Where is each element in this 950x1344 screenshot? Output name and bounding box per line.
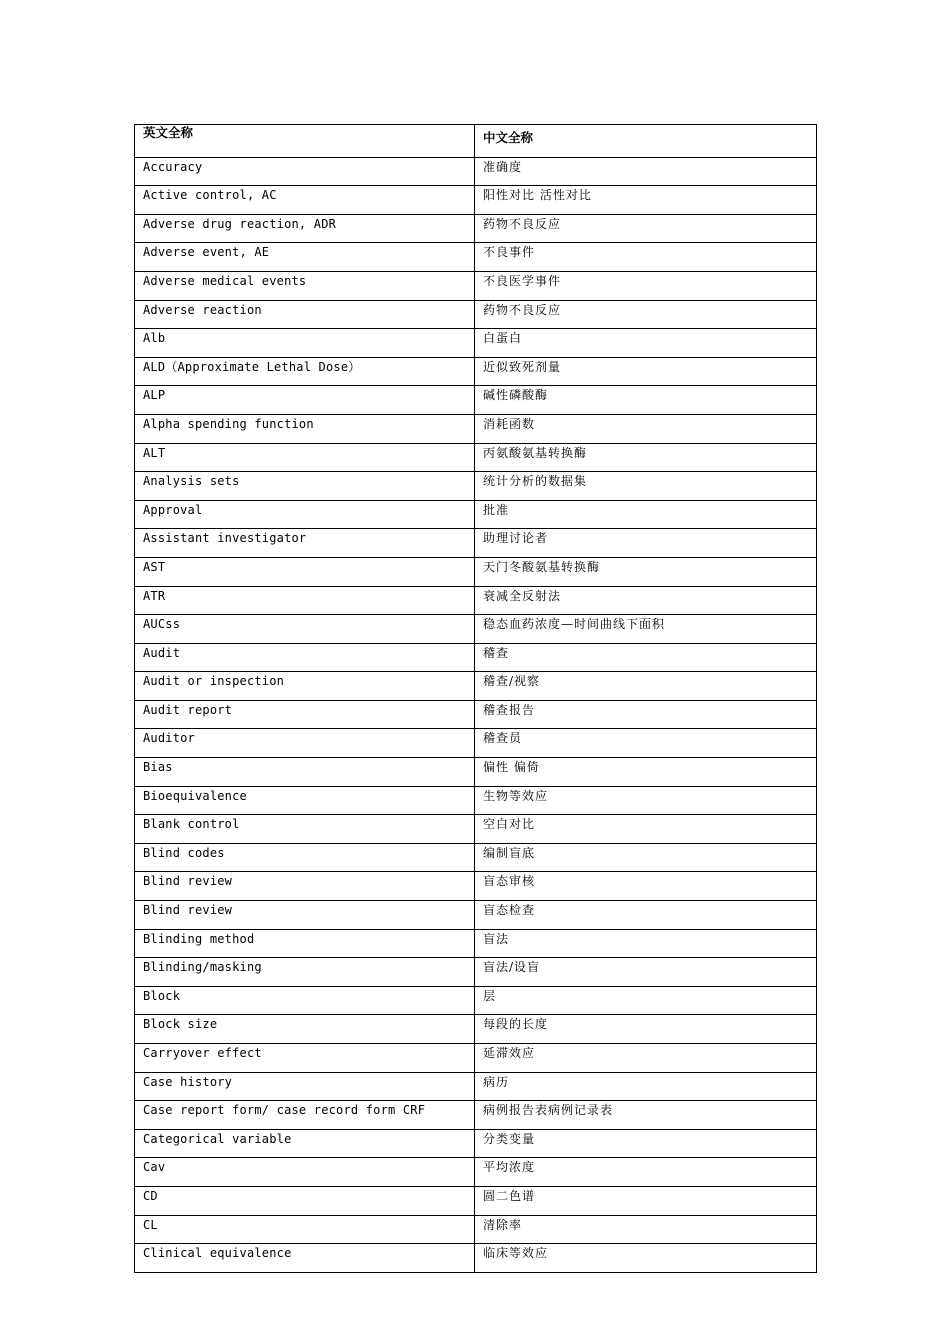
table-row	[135, 500, 817, 529]
table-row	[135, 786, 817, 815]
english-term-cell: Blind review	[135, 901, 475, 930]
chinese-term-cell: 不良医学事件	[475, 271, 817, 300]
english-term-cell: Clinical equivalence	[135, 1244, 475, 1273]
chinese-term-cell: 药物不良反应	[475, 214, 817, 243]
english-term-cell: AUCss	[135, 615, 475, 644]
table-row	[135, 672, 817, 701]
english-term-cell: CD	[135, 1186, 475, 1215]
table-row	[135, 271, 817, 300]
english-term-cell: Alpha spending function	[135, 414, 475, 443]
english-term-cell: ALD（Approximate Lethal Dose）	[135, 357, 475, 386]
english-term-cell: Block	[135, 986, 475, 1015]
chinese-term-cell: 圆二色谱	[475, 1186, 817, 1215]
table-row	[135, 901, 817, 930]
english-term-cell: Approval	[135, 500, 475, 529]
chinese-term-cell: 药物不良反应	[475, 300, 817, 329]
chinese-term-cell: 助理讨论者	[475, 529, 817, 558]
chinese-term-cell: 病例报告表病例记录表	[475, 1101, 817, 1130]
table-row	[135, 1244, 817, 1273]
chinese-term-cell: 层	[475, 986, 817, 1015]
english-term-cell: Categorical variable	[135, 1129, 475, 1158]
table-row	[135, 414, 817, 443]
english-term-cell: Audit or inspection	[135, 672, 475, 701]
chinese-term-cell: 清除率	[475, 1215, 817, 1244]
table-row	[135, 1186, 817, 1215]
english-term-cell: CL	[135, 1215, 475, 1244]
chinese-term-cell: 白蛋白	[475, 329, 817, 358]
chinese-term-cell: 盲态审核	[475, 872, 817, 901]
table-row	[135, 815, 817, 844]
english-term-cell: Audit report	[135, 700, 475, 729]
chinese-term-cell: 统计分析的数据集	[475, 472, 817, 501]
english-term-cell: Adverse event, AE	[135, 243, 475, 272]
chinese-term-cell: 偏性 偏倚	[475, 758, 817, 787]
english-term-cell: Auditor	[135, 729, 475, 758]
table-row	[135, 615, 817, 644]
english-term-cell: Blinding method	[135, 929, 475, 958]
table-row	[135, 300, 817, 329]
table-header-row	[135, 125, 817, 158]
table-row	[135, 357, 817, 386]
english-term-cell: Block size	[135, 1015, 475, 1044]
table-row	[135, 1072, 817, 1101]
english-term-cell: AST	[135, 557, 475, 586]
table-row	[135, 758, 817, 787]
chinese-term-cell: 病历	[475, 1072, 817, 1101]
table-row	[135, 1158, 817, 1187]
chinese-term-cell: 分类变量	[475, 1129, 817, 1158]
chinese-term-cell: 生物等效应	[475, 786, 817, 815]
glossary-body	[135, 157, 817, 1272]
english-term-cell: Bioequivalence	[135, 786, 475, 815]
table-row	[135, 529, 817, 558]
chinese-term-cell: 平均浓度	[475, 1158, 817, 1187]
chinese-term-cell: 阳性对比 活性对比	[475, 186, 817, 215]
table-row	[135, 186, 817, 215]
table-row	[135, 986, 817, 1015]
table-row	[135, 472, 817, 501]
english-term-cell: Carryover effect	[135, 1044, 475, 1073]
chinese-term-cell: 衰减全反射法	[475, 586, 817, 615]
table-row	[135, 929, 817, 958]
chinese-term-cell: 批准	[475, 500, 817, 529]
chinese-term-cell: 稽查/视察	[475, 672, 817, 701]
table-row	[135, 386, 817, 415]
chinese-term-cell: 盲态检查	[475, 901, 817, 930]
english-term-cell: Alb	[135, 329, 475, 358]
table-row	[135, 872, 817, 901]
glossary-table	[134, 124, 817, 1273]
chinese-term-cell: 丙氨酸氨基转换酶	[475, 443, 817, 472]
table-row	[135, 1044, 817, 1073]
english-term-cell: ALT	[135, 443, 475, 472]
chinese-term-cell: 盲法	[475, 929, 817, 958]
chinese-term-cell: 消耗函数	[475, 414, 817, 443]
table-row	[135, 214, 817, 243]
chinese-term-cell: 延滞效应	[475, 1044, 817, 1073]
english-term-cell: Assistant investigator	[135, 529, 475, 558]
chinese-term-cell: 准确度	[475, 157, 817, 186]
chinese-term-cell: 临床等效应	[475, 1244, 817, 1273]
table-row	[135, 843, 817, 872]
chinese-term-cell: 盲法/设盲	[475, 958, 817, 987]
english-term-cell: Adverse medical events	[135, 271, 475, 300]
english-term-cell: Adverse reaction	[135, 300, 475, 329]
english-term-cell: ATR	[135, 586, 475, 615]
chinese-name-header: 中文全称	[475, 125, 817, 158]
table-row	[135, 1215, 817, 1244]
table-row	[135, 729, 817, 758]
chinese-term-cell: 稽查员	[475, 729, 817, 758]
chinese-term-cell: 天门冬酸氨基转换酶	[475, 557, 817, 586]
english-term-cell: Bias	[135, 758, 475, 787]
english-term-cell: Blinding/masking	[135, 958, 475, 987]
chinese-term-cell: 空白对比	[475, 815, 817, 844]
english-term-cell: Blank control	[135, 815, 475, 844]
table-row	[135, 643, 817, 672]
table-row	[135, 1015, 817, 1044]
english-term-cell: Blind codes	[135, 843, 475, 872]
english-name-header: 英文全称	[135, 125, 475, 158]
chinese-term-cell: 稽查报告	[475, 700, 817, 729]
english-term-cell: ALP	[135, 386, 475, 415]
table-row	[135, 700, 817, 729]
english-term-cell: Audit	[135, 643, 475, 672]
table-row	[135, 329, 817, 358]
table-row	[135, 586, 817, 615]
table-row	[135, 243, 817, 272]
english-term-cell: Case report form/ case record form CRF	[135, 1101, 475, 1130]
table-row	[135, 1129, 817, 1158]
english-term-cell: Blind review	[135, 872, 475, 901]
chinese-term-cell: 碱性磷酸酶	[475, 386, 817, 415]
table-row	[135, 557, 817, 586]
chinese-term-cell: 每段的长度	[475, 1015, 817, 1044]
english-term-cell: Analysis sets	[135, 472, 475, 501]
english-term-cell: Cav	[135, 1158, 475, 1187]
chinese-term-cell: 稳态血药浓度—时间曲线下面积	[475, 615, 817, 644]
english-term-cell: Accuracy	[135, 157, 475, 186]
chinese-term-cell: 稽查	[475, 643, 817, 672]
chinese-term-cell: 不良事件	[475, 243, 817, 272]
chinese-term-cell: 近似致死剂量	[475, 357, 817, 386]
chinese-term-cell: 编制盲底	[475, 843, 817, 872]
table-row	[135, 1101, 817, 1130]
table-row	[135, 157, 817, 186]
english-term-cell: Case history	[135, 1072, 475, 1101]
english-term-cell: Adverse drug reaction, ADR	[135, 214, 475, 243]
english-term-cell: Active control, AC	[135, 186, 475, 215]
table-row	[135, 443, 817, 472]
table-row	[135, 958, 817, 987]
